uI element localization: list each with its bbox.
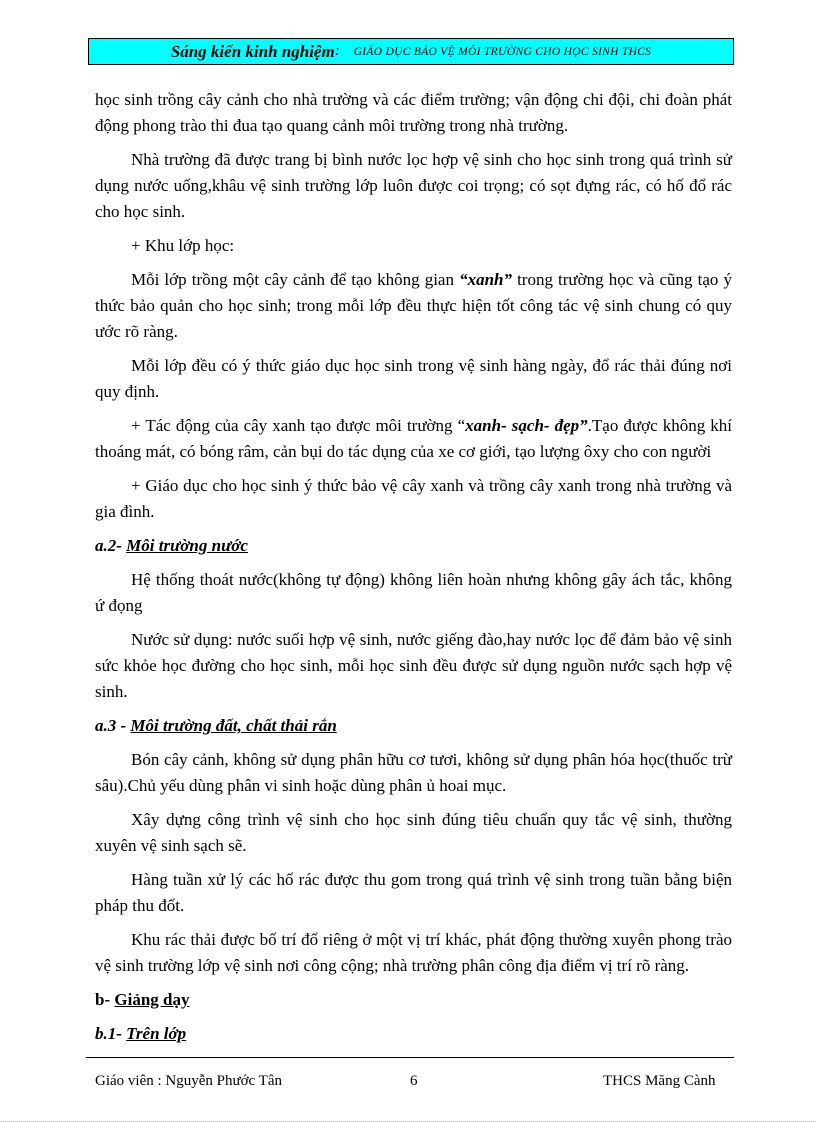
section-heading-b1 (95, 1021, 732, 1047)
page-header (88, 38, 734, 65)
heading-title: Môi trường nước (126, 536, 248, 555)
paragraph-text: trong trường học và cũng tạo ý thức bảo quản cho học sinh; trong mỗi lớp đều thực hiện tốt công tác vệ sinh chung có quy ước rõ ràng. (95, 270, 732, 341)
header-title: Sáng kiến kinh nghiệm (170, 41, 335, 61)
heading-title: Giảng dạy (114, 990, 190, 1009)
paragraph: học sinh trồng cây cảnh cho nhà trường và các điểm trường; vận động chi đội, chi đoàn phát động phong trào thi đua tạo quang cảnh môi trường trong nhà trường. (95, 90, 732, 135)
paragraph-text: Mỗi lớp trồng một cây cảnh để tạo không gian (131, 270, 460, 289)
paragraph: Nhà trường đã được trang bị bình nước lọc hợp vệ sinh cho học sinh trong quá trình sử dụng nước uống,khâu vệ sinh trường lớp luôn được coi trọng; có sọt đựng rác, có hố đổ rác cho học sinh. (95, 150, 732, 221)
paragraph: Mỗi lớp đều có ý thức giáo dục học sinh trong vệ sinh hàng ngày, đổ rác thải đúng nơi quy định. (95, 356, 732, 401)
paragraph (95, 267, 732, 345)
page-number: 6 (410, 1073, 418, 1089)
emphasis-xanh: “xanh” (459, 270, 512, 289)
section-heading-b (95, 987, 732, 1013)
header-colon: : (334, 43, 340, 59)
paragraph: + Giáo dục cho học sinh ý thức bảo vệ cây xanh và trồng cây xanh trong nhà trường và gia đình. (95, 476, 732, 521)
heading-title: Môi trường đất, chất thải rắn (130, 716, 337, 735)
heading-number: a.2- (95, 536, 127, 555)
footer-teacher: Giáo viên : Nguyễn Phước Tân (95, 1073, 283, 1089)
paragraph-text: .Tạo được không khí thoáng mát, có bóng râm, cản bụi do tác dụng của xe cơ giới, tạo lượng ôxy cho con người (95, 416, 732, 461)
section-heading-a3 (95, 713, 732, 739)
paragraph: Bón cây cảnh, không sử dụng phân hữu cơ tươi, không sử dụng phân hóa học(thuốc trừ sâu).Chủ yếu dùng phân vi sinh hoặc dùng phân ủ hoai mục. (95, 750, 732, 795)
paragraph-text: + Tác động của cây xanh tạo được môi trường “ (131, 416, 466, 435)
heading-title: Trên lớp (126, 1024, 187, 1043)
section-heading-a2 (95, 533, 732, 559)
paragraph: Xây dựng công trình vệ sinh cho học sinh đúng tiêu chuẩn quy tắc vệ sinh, thường xuyên vệ sinh sạch sẽ. (95, 810, 732, 855)
document-body (95, 87, 732, 1055)
footer-divider (86, 1057, 734, 1058)
heading-number: a.3 - (95, 716, 131, 735)
page-bottom-border (0, 1121, 816, 1122)
paragraph: + Khu lớp học: (131, 236, 235, 255)
paragraph: Hệ thống thoát nước(không tự động) không liên hoàn nhưng không gây ách tắc, không ứ đọng (95, 570, 732, 615)
heading-number: b.1- (95, 1024, 127, 1043)
paragraph (95, 413, 732, 465)
paragraph: Nước sử dụng: nước suối hợp vệ sinh, nước giếng đào,hay nước lọc để đảm bảo vệ sinh sức khỏe học đường cho học sinh, mỗi học sinh đều được sử dụng nguồn nước sạch hợp vệ sinh. (95, 630, 732, 701)
heading-number: b- (95, 990, 115, 1009)
footer-school: THCS Măng Cành (603, 1073, 716, 1089)
header-subtitle: GIÁO DỤC BẢO VỆ MÔI TRƯỜNG CHO HỌC SINH THCS (353, 45, 652, 58)
paragraph: Khu rác thải được bố trí đổ riêng ở một vị trí khác, phát động thường xuyên phong trào vệ sinh trường lớp vệ sinh nơi công cộng; nhà trường phân công địa điểm vị trí rõ ràng. (95, 930, 732, 975)
emphasis-xanh-sach-dep: xanh- sạch- đẹp” (465, 416, 588, 435)
paragraph: Hàng tuần xử lý các hố rác được thu gom trong quá trình vệ sinh trong tuần bằng biện pháp thu đốt. (95, 870, 732, 915)
